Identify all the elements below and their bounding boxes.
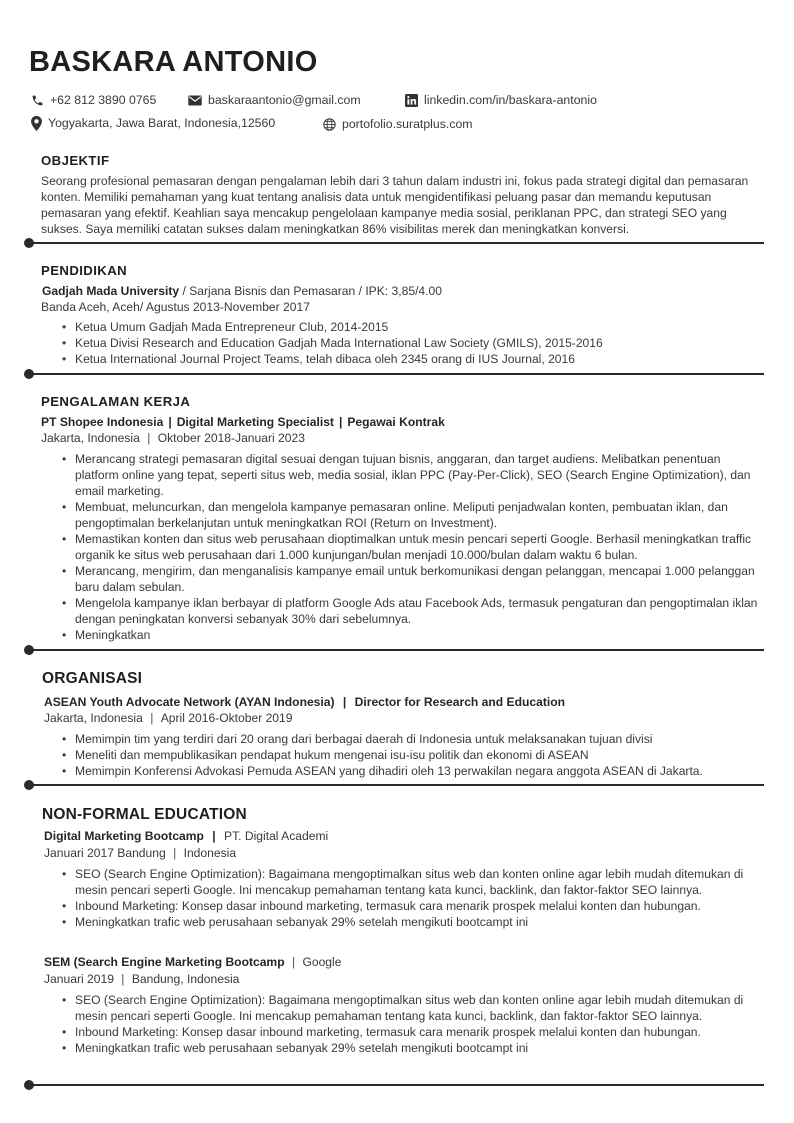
list-item: • Ketua International Journal Project Teams, telah dibaca oleh 2345 orang di IUS Journal, 2016 [62,351,762,367]
contact-linkedin [405,92,597,108]
list-item: • Merancang strategi pemasaran digital sesuai dengan tujuan bisnis, anggaran, dan target audiens. Melibatkan penentuan platform online yang tepat, seperti situs web, media sosial, iklan PPC (Pay-Per-Click), SEO (Search Engine Optimization), dan email marketing. [62,451,760,499]
list-item: • SEO (Search Engine Optimization): Bagaimana mengoptimalkan situs web dan konten online agar lebih mudah ditemukan di mesin pencari seperti Google. Ini mencakup pemahaman tentang kata kunci, backlink, dan faktor-faktor SEO lainnya. [62,866,774,898]
section-divider [24,645,764,655]
section-divider [24,369,764,379]
email-icon [188,95,202,106]
org-location-period: Jakarta, Indonesia | April 2016-Oktober 2019 [44,711,293,725]
linkedin-text: linkedin.com/in/baskara-antonio [424,93,597,107]
course-date: Januari 2019 [44,972,114,986]
education-heading [42,283,442,299]
course-date-place: Januari 2019 | Bandung, Indonesia [44,972,240,986]
list-item: • Meningkatkan trafic web perusahaan sebanyak 29% setelah mengikuti bootcampt ini [62,914,774,930]
job-heading: PT Shopee Indonesia | Digital Marketing Specialist | Pegawai Kontrak [41,415,445,429]
education-location-date: Banda Aceh, Aceh/ Agustus 2013-November 2017 [41,300,310,314]
job-type: Pegawai Kontrak [347,415,445,429]
pendidikan-title: PENDIDIKAN [41,263,128,278]
phone-text: +62 812 3890 0765 [50,93,157,107]
section-divider [24,780,764,790]
company-name: PT Shopee Indonesia [41,415,164,429]
linkedin-icon [405,94,418,107]
org-heading: ASEAN Youth Advocate Network (AYAN Indonesia) | Director for Research and Education [44,695,565,709]
job-bullets [30,451,760,643]
contact-address [31,115,275,131]
candidate-name: BASKARA ANTONIO [29,46,318,78]
contact-email [188,92,361,108]
org-location: Jakarta, Indonesia [44,711,143,725]
list-item: • Meningkatkan [62,627,760,643]
org-role: Director for Research and Education [354,695,565,709]
list-item: • Memimpin Konferensi Advokasi Pemuda ASEAN yang dihadiri oleh 13 perwakilan negara anggota ASEAN di Jakarta. [62,763,782,779]
phone-icon [31,94,44,107]
list-item: • Ketua Umum Gadjah Mada Entrepreneur Club, 2014-2015 [62,319,762,335]
list-item: • Memimpin tim yang terdiri dari 20 orang dari berbagai daerah di Indonesia untuk melaksanakan tujuan divisi [62,731,782,747]
org-name: ASEAN Youth Advocate Network (AYAN Indonesia) [44,695,335,709]
globe-icon [323,118,336,131]
course-country: Bandung, Indonesia [131,972,240,986]
course-date: Januari 2017 Bandung [44,846,166,860]
address-text: Yogyakarta, Jawa Barat, Indonesia,12560 [48,116,276,130]
list-item: • Inbound Marketing: Konsep dasar inbound marketing, termasuk cara menarik prospek melalui konten dan hubungan. [62,1024,774,1040]
section-divider [24,238,764,248]
job-role: Digital Marketing Specialist [176,415,334,429]
degree-details: / Sarjana Bisnis dan Pemasaran / IPK: 3,85/4.00 [179,284,442,298]
list-item: • Membuat, meluncurkan, dan mengelola kampanye pemasaran online. Meliputi penjadwalan konten, pembuatan iklan, dan pengoptimalan berkelanjutan untuk meningkatkan ROI (Return on Investment). [62,499,760,531]
contact-phone [31,92,156,108]
list-item: • Merancang, mengirim, dan menganalisis kampanye email untuk berkomunikasi dengan pelanggan, mencapai 1.000 pelanggan baru dalam sebulan. [62,563,760,595]
course-program: Digital Marketing Bootcamp [44,829,204,843]
course-bullets [30,866,774,930]
education-bullets [30,319,762,367]
list-item: • SEO (Search Engine Optimization): Bagaimana mengoptimalkan situs web dan konten online agar lebih mudah ditemukan di mesin pencari seperti Google. Ini mencakup pemahaman tentang kata kunci, backlink, dan faktor-faktor SEO lainnya. [62,992,774,1024]
course-bullets [30,992,774,1056]
email-text: baskaraantonio@gmail.com [208,93,361,107]
list-item: • Inbound Marketing: Konsep dasar inbound marketing, termasuk cara menarik prospek melalui konten dan hubungan. [62,898,774,914]
course-country: Indonesia [183,846,237,860]
list-item: • Meningkatkan trafic web perusahaan sebanyak 29% setelah mengikuti bootcampt ini [62,1040,774,1056]
list-item: • Ketua Divisi Research and Education Gadjah Mada International Law Society (GMILS), 2015-2016 [62,335,762,351]
course-provider: PT. Digital Academi [224,829,329,843]
contact-website [323,116,473,132]
university-name: Gadjah Mada University [42,284,180,298]
course-provider: Google [302,955,342,969]
course-heading: Digital Marketing Bootcamp | PT. Digital Academi [44,829,329,843]
job-location-period: Jakarta, Indonesia | Oktober 2018-Januari 2023 [41,431,305,445]
location-icon [31,116,42,131]
course-heading: SEM (Search Engine Marketing Bootcamp | Google [44,955,342,969]
list-item: • Meneliti dan mempublikasikan pendapat hukum mengenai isu-isu politik dan ekonomi di ASEAN [62,747,782,763]
section-divider [24,1080,764,1090]
org-period: April 2016-Oktober 2019 [160,711,293,725]
list-item: • Memastikan konten dan situs web perusahaan dioptimalkan untuk mesin pencari seperti Google. Berhasil meningkatkan traffic organik ke situs web perusahaan dari 1.000 kunjungan/bulan menjadi 10.000/bulan dalam waktu 6 bulan. [62,531,760,563]
objektif-text: Seorang profesional pemasaran dengan pengalaman lebih dari 3 tahun dalam industri ini, fokus pada strategi digital dan pemasaran konten. Memiliki pemahaman yang kuat tentang analisis data untuk mengidentifikasi peluang pasar dan memandu keputusan pemasaran yang efektif. Keahlian saya mencakup pengelolaan kampanye media sosial, periklanan PPC, dan strategi SEO yang sukses. Saya memiliki catatan sukses dalam meningkatkan 86% visibilitas merek dan meningkatkan konversi. [41,174,749,236]
pengalaman-title: PENGALAMAN KERJA [41,394,191,409]
course-date-place: Januari 2017 Bandung | Indonesia [44,846,237,860]
course-program: SEM (Search Engine Marketing Bootcamp [44,955,285,969]
objektif-title: OBJEKTIF [41,153,110,168]
nonformal-title: NON-FORMAL EDUCATION [42,806,247,823]
org-bullets [30,731,782,779]
job-period: Oktober 2018-Januari 2023 [157,431,305,445]
website-text: portofolio.suratplus.com [342,117,473,131]
job-location: Jakarta, Indonesia [41,431,140,445]
list-item: • Mengelola kampanye iklan berbayar di platform Google Ads atau Facebook Ads, termasuk pengaturan dan pengoptimalan iklan dengan peningkatan konversi sebanyak 30% dari sebelumnya. [62,595,760,627]
organisasi-title: ORGANISASI [42,670,143,687]
